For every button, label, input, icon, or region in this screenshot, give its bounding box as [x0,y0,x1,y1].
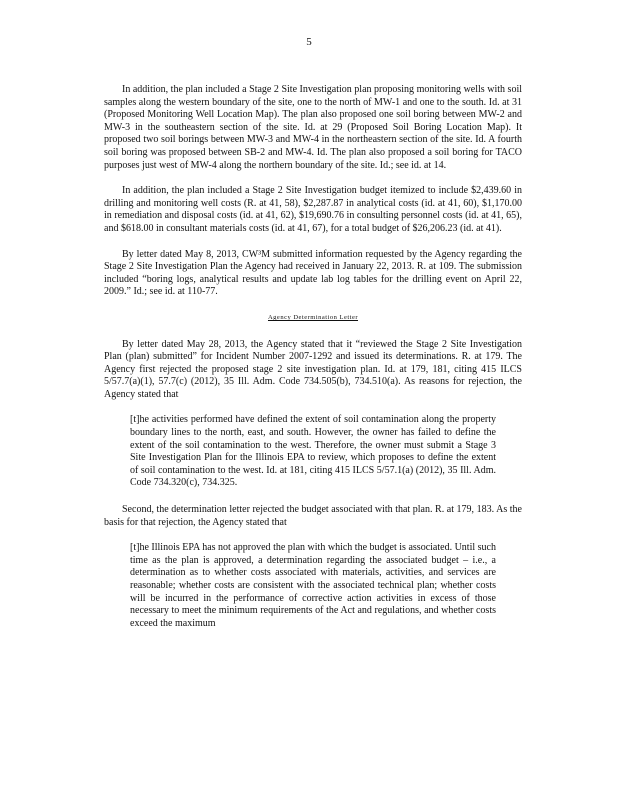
paragraph-may-28-letter: By letter dated May 28, 2013, the Agency stated that it “reviewed the Stage 2 Site Investigation Plan (plan) submitted” for Incident Number 2007-1292 and issued its determinations. R. at 179. The Agency first rejected the proposed stage 2 site investigation plan. Id. at 179, 181, citing 415 ILCS 5/57.7(a)(1), 57.7(c) (2012), 35 Ill. Adm. Code 734.505(b), 734.510(a). As reasons for rejection, the Agency stated that [104,338,522,400]
paragraph-stage2-plan: In addition, the plan included a Stage 2 Site Investigation plan proposing monitoring wells with soil samples along the western boundary of the site, one to the north of MW-1 and one to the south. Id. at 31 (Proposed Monitoring Well Location Map). The plan also proposed one soil boring between MW-2 and MW-3 in the southeastern section of the site. Id. at 29 (Proposed Soil Boring Location Map). It proposed two soil borings between MW-3 and MW-4 in the northeastern section of the site. Id. A fourth soil boring was proposed between SB-2 and MW-4. Id. The plan also proposed a soil boring for TACO purposes just west of MW-4 along the northern boundary of the site. Id.; see id. at 14. [104,84,522,171]
page-number: 5 [306,36,312,48]
paragraph-budget-rejection: Second, the determination letter rejected the budget associated with that plan. R. at 179, 183. As the basis for that rejection, the Agency stated that [104,504,522,528]
document-body [104,84,522,644]
block-quote-plan-rejection: [t]he activities performed have defined the extent of soil contamination along the property boundary lines to the north, east, and south. However, the owner has failed to define the extent of the soil contamination to the west. Therefore, the owner must submit a Stage 3 Site Investigation Plan for the Illinois EPA to review, which proposes to define the extent of soil contamination to the west. Id. at 181, citing 415 ILCS 5/57.1(a) (2012), 35 Ill. Adm. Code 734.320(c), 734.325. [130,414,496,489]
paragraph-stage2-budget: In addition, the plan included a Stage 2 Site Investigation budget itemized to include $2,439.60 in drilling and monitoring well costs (R. at 41, 58), $2,287.87 in analytical costs (id. at 41, 60), $1,170.00 in remediation and disposal costs (id. at 41, 62), $19,690.76 in consulting personnel costs (id. at 41, 65), and $618.00 in consultant materials costs (id. at 41, 67), for a total budget of $26,206.23 (id. at 41). [104,185,522,234]
block-quote-budget-rejection: [t]he Illinois EPA has not approved the plan with which the budget is associated. Until such time as the plan is approved, a determination regarding the associated budget – i.e., a determination as to whether costs associated with materials, activities, and services are reasonable; whether costs are consistent with the associated technical plan; whether costs will be incurred in the performance of corrective action activities in excess of those necessary to meet the minimum requirements of the Act and regulations, and whether costs exceed the maximum [130,542,496,629]
section-heading: Agency Determination Letter [267,313,359,321]
paragraph-may-8-letter: By letter dated May 8, 2013, CW³M submitted information requested by the Agency regarding the Stage 2 Site Investigation Plan the Agency had received in January 22, 2013. R. at 109. The submission included “boring logs, analytical results and update lab log tables for the drilling event on April 22, 2009.” Id.; see id. at 110-77. [104,248,522,298]
